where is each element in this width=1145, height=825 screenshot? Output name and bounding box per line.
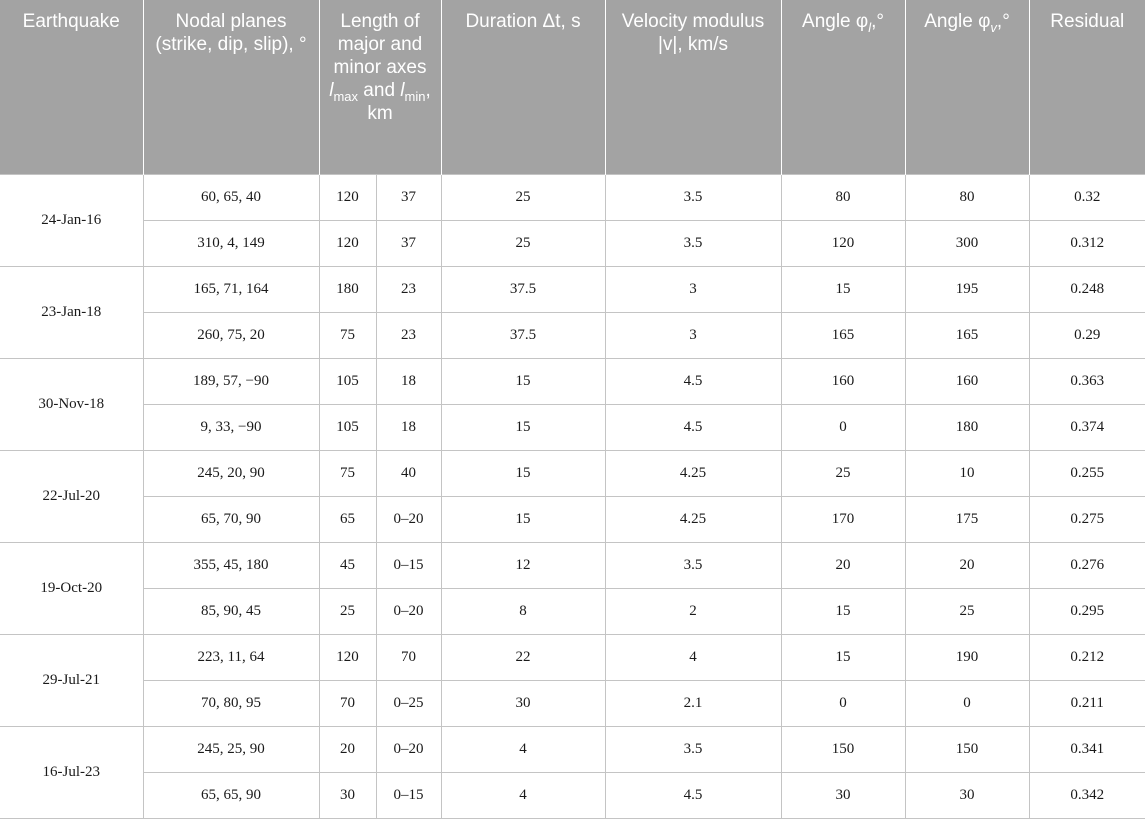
cell-nodal-planes: 189, 57, −90	[143, 358, 319, 404]
cell-angle-l: 165	[781, 312, 905, 358]
cell-lmin: 18	[376, 404, 441, 450]
header-angle-v	[905, 0, 1029, 174]
cell-lmax: 30	[319, 772, 376, 818]
cell-lmax: 75	[319, 312, 376, 358]
cell-lmin: 0–20	[376, 588, 441, 634]
cell-lmin: 0–15	[376, 772, 441, 818]
header-lmax-symbol: l	[329, 80, 334, 101]
cell-nodal-planes: 65, 65, 90	[143, 772, 319, 818]
cell-duration: 37.5	[441, 266, 605, 312]
cell-residual: 0.212	[1029, 634, 1145, 680]
cell-earthquake: 16-Jul-23	[0, 726, 143, 818]
table-body	[0, 174, 1145, 818]
table-row	[0, 358, 1145, 404]
header-angle-v-subscript: v	[990, 20, 997, 35]
cell-residual: 0.342	[1029, 772, 1145, 818]
cell-velocity: 4.5	[605, 358, 781, 404]
cell-earthquake: 22-Jul-20	[0, 450, 143, 542]
cell-lmax: 65	[319, 496, 376, 542]
cell-lmax: 105	[319, 404, 376, 450]
cell-angle-l: 20	[781, 542, 905, 588]
header-axes-length	[319, 0, 441, 174]
cell-angle-l: 15	[781, 266, 905, 312]
cell-angle-v: 165	[905, 312, 1029, 358]
cell-velocity: 4	[605, 634, 781, 680]
cell-lmin: 0–20	[376, 496, 441, 542]
table-row	[0, 312, 1145, 358]
cell-velocity: 3	[605, 312, 781, 358]
cell-duration: 25	[441, 174, 605, 220]
cell-angle-v: 195	[905, 266, 1029, 312]
cell-duration: 30	[441, 680, 605, 726]
cell-duration: 25	[441, 220, 605, 266]
cell-velocity: 4.5	[605, 404, 781, 450]
cell-residual: 0.374	[1029, 404, 1145, 450]
cell-duration: 15	[441, 450, 605, 496]
cell-angle-v: 160	[905, 358, 1029, 404]
table-row	[0, 266, 1145, 312]
cell-angle-v: 10	[905, 450, 1029, 496]
table-row	[0, 220, 1145, 266]
header-earthquake: Earthquake	[0, 0, 143, 174]
cell-duration: 22	[441, 634, 605, 680]
cell-angle-l: 80	[781, 174, 905, 220]
cell-residual: 0.255	[1029, 450, 1145, 496]
cell-duration: 8	[441, 588, 605, 634]
header-angle-v-text: Angle φ	[924, 11, 991, 32]
cell-lmin: 37	[376, 220, 441, 266]
cell-lmin: 0–20	[376, 726, 441, 772]
header-axes-length-text: Length of major and minor axes	[333, 11, 427, 78]
cell-earthquake: 30-Nov-18	[0, 358, 143, 450]
cell-lmax: 120	[319, 174, 376, 220]
cell-lmin: 40	[376, 450, 441, 496]
cell-lmax: 180	[319, 266, 376, 312]
table-header	[0, 0, 1145, 174]
header-lmin-symbol: l	[400, 80, 405, 101]
cell-angle-l: 15	[781, 634, 905, 680]
cell-velocity: 4.5	[605, 772, 781, 818]
cell-angle-v: 25	[905, 588, 1029, 634]
cell-lmin: 0–25	[376, 680, 441, 726]
header-axes-unit: , km	[367, 80, 431, 124]
cell-nodal-planes: 165, 71, 164	[143, 266, 319, 312]
table-row	[0, 680, 1145, 726]
header-velocity: Velocity modulus |v|, km/s	[605, 0, 781, 174]
cell-lmin: 18	[376, 358, 441, 404]
cell-velocity: 3.5	[605, 542, 781, 588]
header-angle-v-unit: ,°	[996, 11, 1010, 32]
cell-duration: 4	[441, 772, 605, 818]
cell-nodal-planes: 245, 20, 90	[143, 450, 319, 496]
header-residual: Residual	[1029, 0, 1145, 174]
cell-angle-l: 0	[781, 404, 905, 450]
cell-lmax: 45	[319, 542, 376, 588]
cell-residual: 0.29	[1029, 312, 1145, 358]
header-row	[0, 0, 1145, 174]
header-duration: Duration Δt, s	[441, 0, 605, 174]
cell-residual: 0.312	[1029, 220, 1145, 266]
cell-angle-l: 150	[781, 726, 905, 772]
cell-lmin: 70	[376, 634, 441, 680]
cell-nodal-planes: 223, 11, 64	[143, 634, 319, 680]
cell-nodal-planes: 9, 33, −90	[143, 404, 319, 450]
cell-duration: 15	[441, 496, 605, 542]
table-row	[0, 450, 1145, 496]
cell-angle-l: 160	[781, 358, 905, 404]
cell-duration: 15	[441, 404, 605, 450]
cell-angle-v: 30	[905, 772, 1029, 818]
table-row	[0, 772, 1145, 818]
table-row	[0, 496, 1145, 542]
cell-nodal-planes: 310, 4, 149	[143, 220, 319, 266]
cell-residual: 0.32	[1029, 174, 1145, 220]
cell-lmin: 23	[376, 266, 441, 312]
cell-lmin: 37	[376, 174, 441, 220]
cell-velocity: 4.25	[605, 450, 781, 496]
cell-angle-v: 80	[905, 174, 1029, 220]
cell-angle-v: 175	[905, 496, 1029, 542]
cell-lmax: 20	[319, 726, 376, 772]
cell-residual: 0.276	[1029, 542, 1145, 588]
cell-angle-l: 15	[781, 588, 905, 634]
header-angle-l-unit: ,°	[871, 11, 884, 32]
cell-nodal-planes: 260, 75, 20	[143, 312, 319, 358]
cell-lmax: 105	[319, 358, 376, 404]
cell-velocity: 3.5	[605, 174, 781, 220]
header-angle-l-subscript: l	[868, 20, 872, 35]
cell-velocity: 3.5	[605, 220, 781, 266]
cell-lmax: 25	[319, 588, 376, 634]
cell-nodal-planes: 245, 25, 90	[143, 726, 319, 772]
cell-residual: 0.275	[1029, 496, 1145, 542]
cell-earthquake: 19-Oct-20	[0, 542, 143, 634]
cell-nodal-planes: 70, 80, 95	[143, 680, 319, 726]
cell-velocity: 2.1	[605, 680, 781, 726]
cell-residual: 0.341	[1029, 726, 1145, 772]
cell-nodal-planes: 85, 90, 45	[143, 588, 319, 634]
cell-residual: 0.295	[1029, 588, 1145, 634]
cell-earthquake: 23-Jan-18	[0, 266, 143, 358]
cell-velocity: 3.5	[605, 726, 781, 772]
cell-residual: 0.248	[1029, 266, 1145, 312]
table-row	[0, 404, 1145, 450]
table-row	[0, 726, 1145, 772]
header-lmin-subscript: min	[404, 89, 426, 104]
cell-nodal-planes: 65, 70, 90	[143, 496, 319, 542]
cell-angle-l: 0	[781, 680, 905, 726]
cell-angle-v: 180	[905, 404, 1029, 450]
header-angle-l-text: Angle φ	[802, 11, 869, 32]
cell-lmin: 23	[376, 312, 441, 358]
cell-lmax: 120	[319, 220, 376, 266]
cell-nodal-planes: 355, 45, 180	[143, 542, 319, 588]
cell-lmin: 0–15	[376, 542, 441, 588]
cell-lmax: 70	[319, 680, 376, 726]
cell-residual: 0.211	[1029, 680, 1145, 726]
cell-lmax: 75	[319, 450, 376, 496]
cell-angle-v: 150	[905, 726, 1029, 772]
cell-angle-v: 20	[905, 542, 1029, 588]
cell-earthquake: 29-Jul-21	[0, 634, 143, 726]
table-row	[0, 588, 1145, 634]
cell-angle-v: 0	[905, 680, 1029, 726]
header-and: and	[358, 80, 401, 101]
cell-velocity: 2	[605, 588, 781, 634]
cell-angle-v: 300	[905, 220, 1029, 266]
cell-angle-v: 190	[905, 634, 1029, 680]
cell-velocity: 4.25	[605, 496, 781, 542]
header-nodal-planes: Nodal planes (strike, dip, slip), °	[143, 0, 319, 174]
cell-duration: 15	[441, 358, 605, 404]
cell-duration: 4	[441, 726, 605, 772]
cell-lmax: 120	[319, 634, 376, 680]
cell-duration: 12	[441, 542, 605, 588]
cell-velocity: 3	[605, 266, 781, 312]
cell-angle-l: 25	[781, 450, 905, 496]
cell-residual: 0.363	[1029, 358, 1145, 404]
cell-angle-l: 170	[781, 496, 905, 542]
table-row	[0, 634, 1145, 680]
cell-angle-l: 120	[781, 220, 905, 266]
table-row	[0, 174, 1145, 220]
header-angle-l	[781, 0, 905, 174]
header-lmax-subscript: max	[333, 89, 359, 104]
cell-angle-l: 30	[781, 772, 905, 818]
table-row	[0, 542, 1145, 588]
cell-earthquake: 24-Jan-16	[0, 174, 143, 266]
cell-duration: 37.5	[441, 312, 605, 358]
cell-nodal-planes: 60, 65, 40	[143, 174, 319, 220]
